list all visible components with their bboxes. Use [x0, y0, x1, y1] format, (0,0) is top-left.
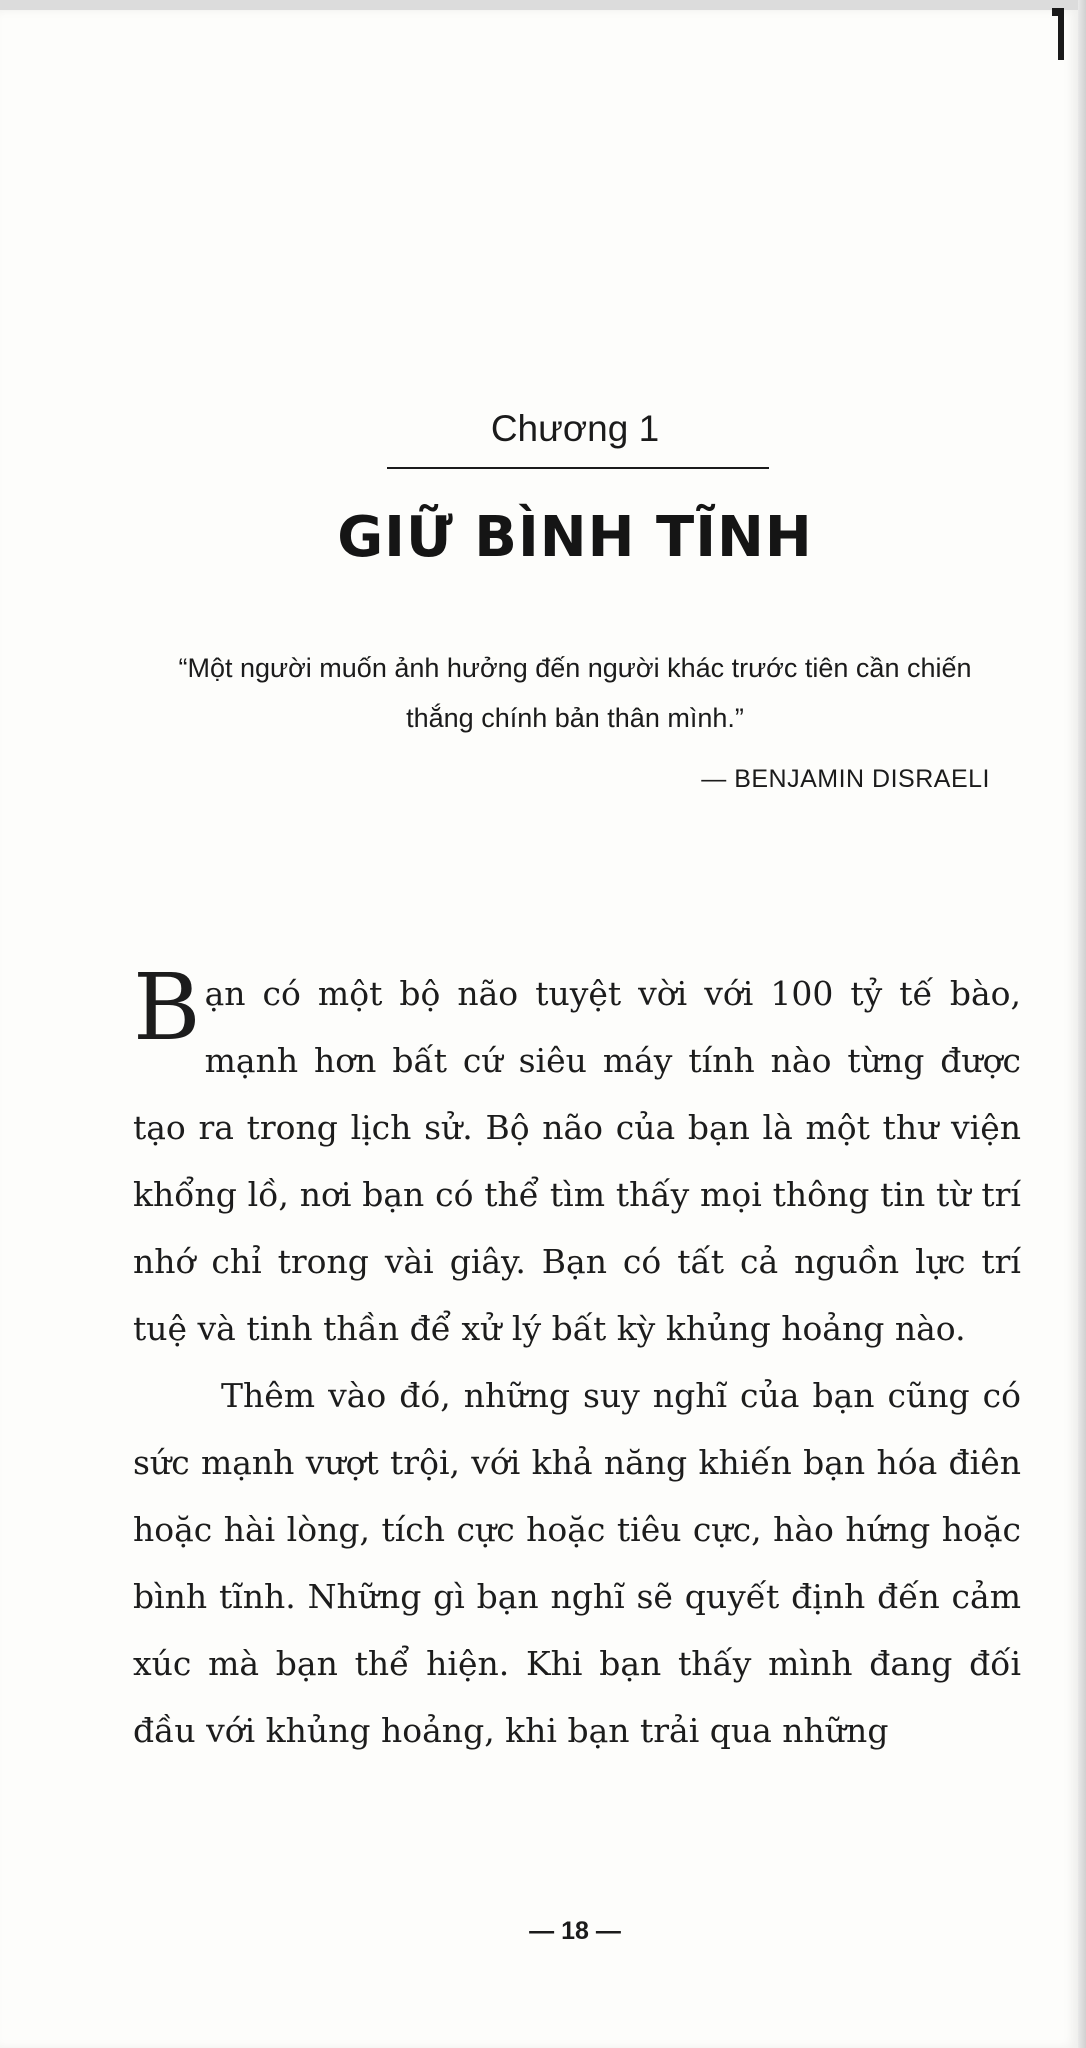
body-text: [133, 954, 1021, 1764]
drop-cap: B: [133, 954, 201, 1061]
page-edge: [1078, 0, 1086, 2048]
paragraph-1-text: ạn có một bộ não tuyệt vời với 100 tỷ tế bào, mạnh hơn bất cứ siêu máy tính nào từng được tạo ra trong lịch sử. Bộ não của bạn là một thư viện khổng lồ, nơi bạn có thể tìm thấy mọi thông tin từ trí nhớ chỉ trong vài giây. Bạn có tất cả nguồn lực trí tuệ và tinh thần để xử lý bất kỳ khủng hoảng nào.: [133, 974, 1021, 1348]
chapter-label: Chương 1: [490, 408, 660, 449]
paragraph-1: [133, 954, 1021, 1362]
paragraph-2: Thêm vào đó, những suy nghĩ của bạn cũng có sức mạnh vượt trội, với khả năng khiến bạn hóa điên hoặc hài lòng, tích cực hoặc tiêu cực, hào hứng hoặc bình tĩnh. Những gì bạn nghĩ sẽ quyết định đến cảm xúc mà bạn thể hiện. Khi bạn thấy mình đang đối đầu với khủng hoảng, khi bạn trải qua những: [133, 1376, 1021, 1750]
chapter-divider: [387, 467, 769, 469]
corner-mark: [1052, 8, 1064, 60]
epigraph-quote: “Một người muốn ảnh hưởng đến người khác trước tiên cần chiến thắng chính bản thân mình.”: [178, 653, 972, 733]
page-number: — 18 —: [529, 1917, 621, 1945]
chapter-title: GIỮ BÌNH TĨNH: [337, 505, 813, 570]
epigraph-attribution: — BENJAMIN DISRAELI: [701, 765, 990, 793]
